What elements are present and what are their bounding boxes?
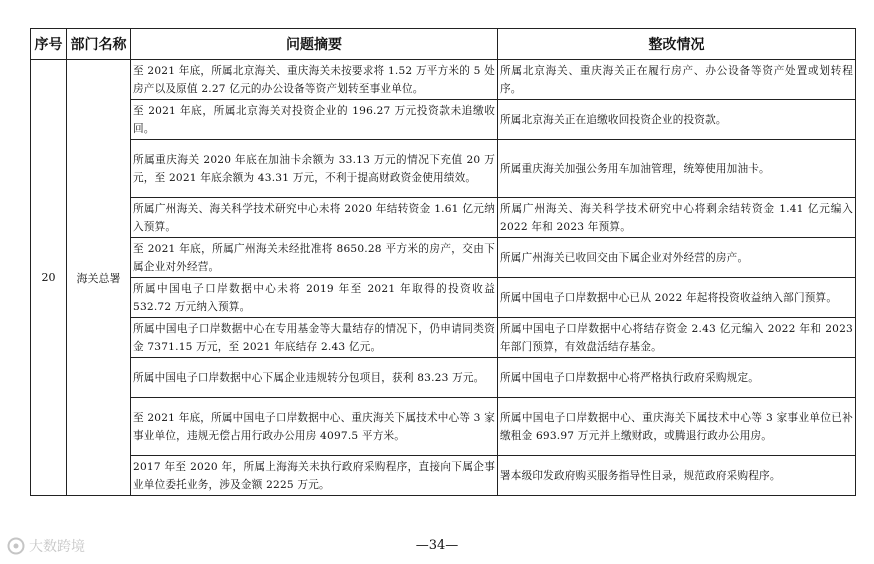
rectification-status: 所属中国电子口岸数据中心将结存资金 2.43 亿元编入 2022 年和 2023 年部门预算，有效盘活结存基金。 [498, 318, 856, 358]
table-row [31, 358, 856, 398]
table-row [31, 398, 856, 456]
issue-summary: 所属广州海关、海关科学技术研究中心未将 2020 年结转资金 1.61 亿元纳入预算。 [131, 198, 498, 238]
table-row [31, 456, 856, 496]
issue-summary: 至 2021 年底，所属北京海关、重庆海关未按要求将 1.52 万平方米的 5 处房产以及原值 2.27 亿元的办公设备等资产划转至事业单位。 [131, 60, 498, 100]
issue-summary: 至 2021 年底，所属中国电子口岸数据中心、重庆海关下属技术中心等 3 家事业单位，违规无偿占用行政办公用房 4097.5 平方米。 [131, 398, 498, 456]
table-row [31, 238, 856, 278]
page-number: —34— [415, 538, 459, 553]
table-row [31, 318, 856, 358]
issue-summary: 至 2021 年底，所属广州海关未经批准将 8650.28 平方米的房产，交由下属企业对外经营。 [131, 238, 498, 278]
table-row [31, 140, 856, 198]
issue-summary: 2017 年至 2020 年，所属上海海关未执行政府采购程序，直接向下属企事业单位委托业务，涉及金额 2225 万元。 [131, 456, 498, 496]
table-row [31, 60, 856, 100]
department-name: 海关总署 [67, 60, 131, 496]
rectification-status: 所属重庆海关加强公务用车加油管理，统筹使用加油卡。 [498, 140, 856, 198]
issue-summary: 至 2021 年底，所属北京海关对投资企业的 196.27 万元投资款未追缴收回。 [131, 100, 498, 140]
row-number: 20 [31, 60, 67, 496]
header-issue: 问题摘要 [131, 29, 498, 60]
table-row [31, 198, 856, 238]
rectification-status: 所属北京海关正在追缴收回投资企业的投资款。 [498, 100, 856, 140]
table-row [31, 278, 856, 318]
rectification-status: 所属广州海关、海关科学技术研究中心将剩余结转资金 1.41 亿元编入 2022 年和 2023 年预算。 [498, 198, 856, 238]
rectification-status: 所属中国电子口岸数据中心已从 2022 年起将投资收益纳入部门预算。 [498, 278, 856, 318]
table-row [31, 100, 856, 140]
issue-summary: 所属中国电子口岸数据中心在专用基金等大量结存的情况下，仍申请同类资金 7371.15 万元，至 2021 年底结存 2.43 亿元。 [131, 318, 498, 358]
issue-summary: 所属中国电子口岸数据中心未将 2019 年至 2021 年取得的投资收益 532.72 万元纳入预算。 [131, 278, 498, 318]
rectification-status: 所属中国电子口岸数据中心将严格执行政府采购规定。 [498, 358, 856, 398]
rectification-status: 署本级印发政府购买服务指导性目录，规范政府采购程序。 [498, 456, 856, 496]
rectification-status: 所属北京海关、重庆海关正在履行房产、办公设备等资产处置或划转程序。 [498, 60, 856, 100]
rectification-status: 所属中国电子口岸数据中心、重庆海关下属技术中心等 3 家事业单位已补缴租金 693.97 万元并上缴财政，或腾退行政办公用房。 [498, 398, 856, 456]
header-no: 序号 [31, 29, 67, 60]
issue-summary: 所属中国电子口岸数据中心下属企业违规转分包项目，获利 83.23 万元。 [131, 358, 498, 398]
watermark-text: 大数跨境 [29, 539, 85, 555]
table-header-row [31, 29, 856, 60]
header-dept: 部门名称 [67, 29, 131, 60]
issue-summary: 所属重庆海关 2020 年底在加油卡余额为 33.13 万元的情况下充值 20 万元，至 2021 年底余额为 43.31 万元，不利于提高财政资金使用绩效。 [131, 140, 498, 198]
header-rectify: 整改情况 [498, 29, 856, 60]
audit-table [30, 28, 856, 496]
rectification-status: 所属广州海关已收回交由下属企业对外经营的房产。 [498, 238, 856, 278]
